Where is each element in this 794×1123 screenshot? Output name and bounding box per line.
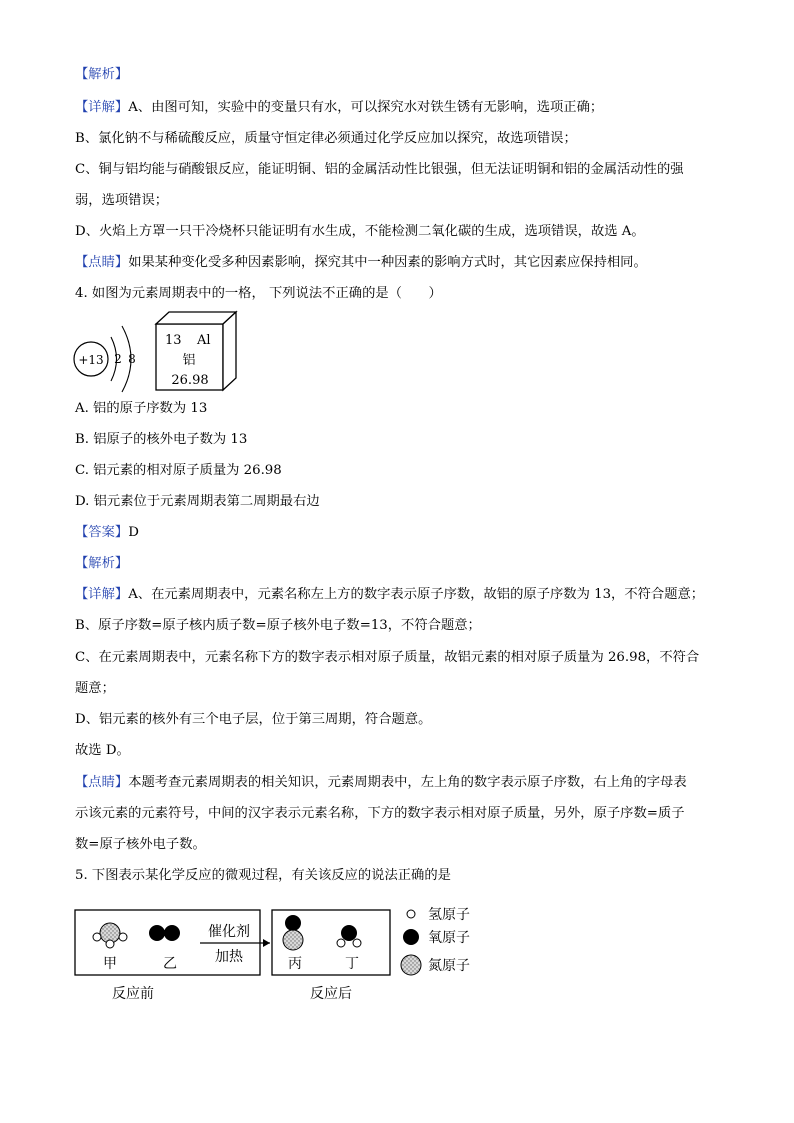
xiangjie-b: B、氯化钠不与稀硫酸反应，质量守恒定律必须通过化学反应加以探究，故选项错误； [75, 131, 577, 146]
element-name: 铝 [182, 353, 196, 368]
q4-dianjing-3: 数=原子核外电子数。 [75, 837, 206, 852]
legend-oxygen-icon [403, 929, 419, 945]
shell1-electrons: 2 [114, 352, 122, 366]
xiangjie-c2: 弱，选项错误； [75, 193, 169, 208]
q5-figure [70, 900, 490, 1010]
atom-structure-diagram [74, 326, 136, 392]
dianjing-1: 【点睛】如果某种变化受多种因素影响，探究其中一种因素的影响方式时，其它因素应保持相同。 [75, 255, 647, 270]
q4-stem: 4. 如图为元素周期表中的一格， 下列说法不正确的是（ ） [75, 286, 442, 301]
xiangjie-d: D、火焰上方罩一只干冷烧杯只能证明有水生成，不能检测二氧化碳的生成，选项错误，故选 A。 [75, 224, 645, 239]
atomic-mass: 26.98 [171, 373, 209, 388]
q4-figure [70, 308, 250, 394]
xiangjie-c1: C、铜与铝均能与硝酸银反应，能证明铜、铝的金属活动性比银强，但无法证明铜和铝的金属活动性的强 [75, 162, 684, 177]
condition-heating: 加热 [215, 949, 243, 965]
arrow-head [263, 939, 270, 947]
legend [401, 907, 470, 975]
q4-answer: 【答案】D [75, 525, 139, 540]
q4-dianjing-2: 示该元素的元素符号，中间的汉字表示元素名称，下方的数字表示相对原子质量，另外，原子序数=质子 [75, 806, 685, 821]
element-symbol: Al [197, 333, 211, 348]
q4-xiangjie-c1: C、在元素周期表中，元素名称下方的数字表示相对原子质量，故铝元素的相对原子质量为 26.98，不符合 [75, 650, 700, 665]
shell2-electrons: 8 [128, 352, 136, 366]
q4-dianjing-1: 【点睛】本题考查元素周期表的相关知识，元素周期表中，左上角的数字表示原子序数，右上角的字母表 [75, 775, 687, 790]
q4-jiexi-heading: 【解析】 [75, 556, 129, 571]
label-before: 反应前 [112, 986, 154, 1002]
legend-nitrogen-icon [401, 955, 421, 975]
q4-option-d: D. 铝元素位于元素周期表第二周期最右边 [75, 494, 320, 509]
atomic-number: 13 [165, 333, 182, 348]
condition-catalyst: 催化剂 [208, 924, 250, 940]
q4-option-b: B. 铝原子的核外电子数为 13 [75, 432, 248, 447]
molecule-bing [283, 915, 303, 950]
xiangjie-a: 【详解】A、由图可知，实验中的变量只有水，可以探究水对铁生锈有无影响，选项正确； [75, 100, 604, 115]
label-yi: 乙 [163, 956, 177, 972]
q4-conclusion: 故选 D。 [75, 743, 130, 758]
label-after: 反应后 [310, 986, 352, 1002]
q4-option-a: A. 铝的原子序数为 13 [75, 401, 208, 416]
q5-stem: 5. 下图表示某化学反应的微观过程，有关该反应的说法正确的是 [75, 868, 451, 883]
q4-xiangjie-b: B、原子序数=原子核内质子数=原子核外电子数=13，不符合题意； [75, 618, 481, 633]
legend-hydrogen: 氢原子 [428, 907, 470, 923]
element-cell [156, 312, 236, 390]
legend-nitrogen: 氮原子 [428, 958, 470, 974]
nucleus-label: +13 [78, 353, 104, 367]
q4-option-c: C. 铝元素的相对原子质量为 26.98 [75, 463, 282, 478]
label-ding: 丁 [345, 956, 359, 972]
legend-oxygen: 氧原子 [428, 930, 470, 946]
q4-xiangjie-a: 【详解】A、在元素周期表中，元素名称左上方的数字表示原子序数，故铝的原子序数为 13，不符合题意； [75, 587, 705, 602]
q4-xiangjie-c2: 题意； [75, 681, 115, 696]
label-jia: 甲 [103, 956, 117, 972]
jiexi-heading: 【解析】 [75, 67, 129, 82]
legend-hydrogen-icon [407, 910, 415, 918]
label-bing: 丙 [288, 956, 302, 972]
q4-xiangjie-d: D、铝元素的核外有三个电子层，位于第三周期，符合题意。 [75, 712, 432, 727]
